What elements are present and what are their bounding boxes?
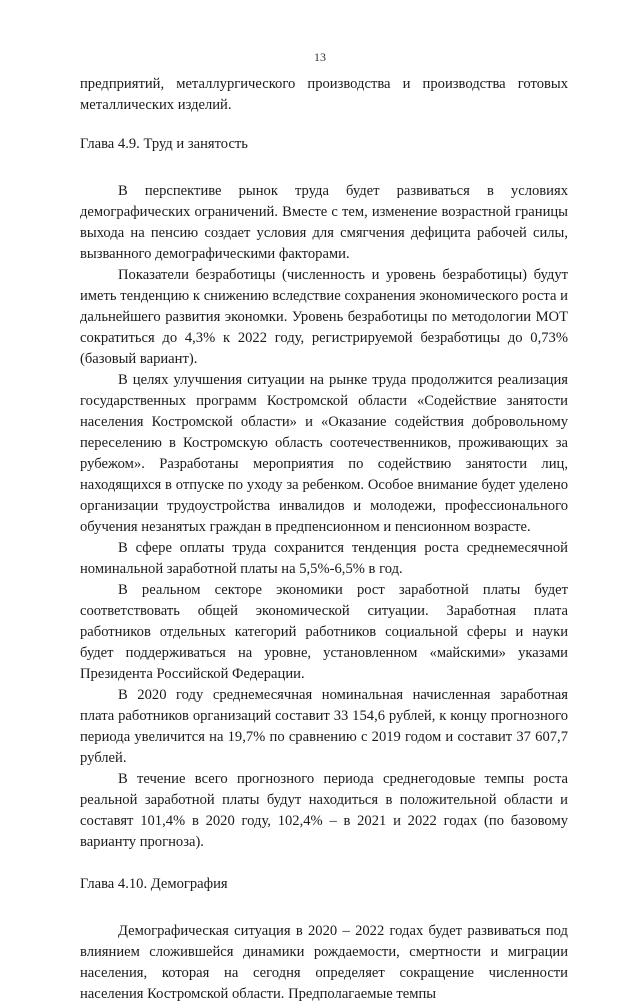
page-content: [80, 74, 568, 1005]
paragraph: Демографическая ситуация в 2020 – 2022 годах будет развиваться под влиянием сложившейся динамики рождаемости, смертности и миграции населения, которая на сегодня определяет сокращение численности населения Костромской области. Предполагаемые темпы: [80, 923, 568, 1002]
paragraph: В перспективе рынок труда будет развиваться в условиях демографических ограничений. Вместе с тем, изменение возрастной границы выхода на пенсию создает условия для смягчения дефицита рабочей силы, вызванного демографическими факторами.: [80, 183, 568, 262]
paragraph: В 2020 году среднемесячная номинальная начисленная заработная плата работников организаций составит 33 154,6 рублей, к концу прогнозного периода увеличится на 19,7% по сравнению с 2019 годом и составит 37 607,7 рублей.: [80, 687, 568, 766]
section-heading-labor: Глава 4.9. Труд и занятость: [80, 136, 248, 152]
continuation-paragraph: предприятий, металлургического производства и производства готовых металлических изделий.: [80, 76, 568, 113]
paragraph: Показатели безработицы (численность и уровень безработицы) будут иметь тенденцию к снижению вследствие сохранения экономического роста и дальнейшего развития экономки. Уровень безработицы по методологии МОТ сократиться до 4,3% к 2022 году, регистрируемой безработицы до 0,73% (базовый вариант).: [80, 267, 568, 367]
paragraph: В реальном секторе экономики рост заработной платы будет соответствовать общей экономической ситуации. Заработная плата работников отдельных категорий работников социальной сферы и науки будет поддерживаться на уровне, установленном «майскими» указами Президента Российской Федерации.: [80, 582, 568, 682]
paragraph: В течение всего прогнозного периода среднегодовые темпы роста реальной заработной платы будут находиться в положительной области и составят 101,4% в 2020 году, 102,4% – в 2021 и 2022 годах (по базовому варианту прогноза).: [80, 771, 568, 850]
page-number: 13: [314, 50, 326, 64]
paragraph: В сфере оплаты труда сохранится тенденция роста среднемесячной номинальной заработной платы на 5,5%-6,5% в год.: [80, 540, 568, 577]
paragraph: В целях улучшения ситуации на рынке труда продолжится реализация государственных программ Костромской области «Содействие занятости населения Костромской области» и «Оказание содействия добровольному переселению в Костромскую область соотечественников, проживающих за рубежом». Разработаны мероприятия по содействию занятости лиц, находящихся в отпуске по уходу за ребенком. Особое внимание будет уделено организации трудоустройства инвалидов и молодежи, профессионального обучения незанятых граждан в предпенсионном и пенсионном возрасте.: [80, 372, 568, 535]
section-heading-demography: Глава 4.10. Демография: [80, 876, 228, 892]
